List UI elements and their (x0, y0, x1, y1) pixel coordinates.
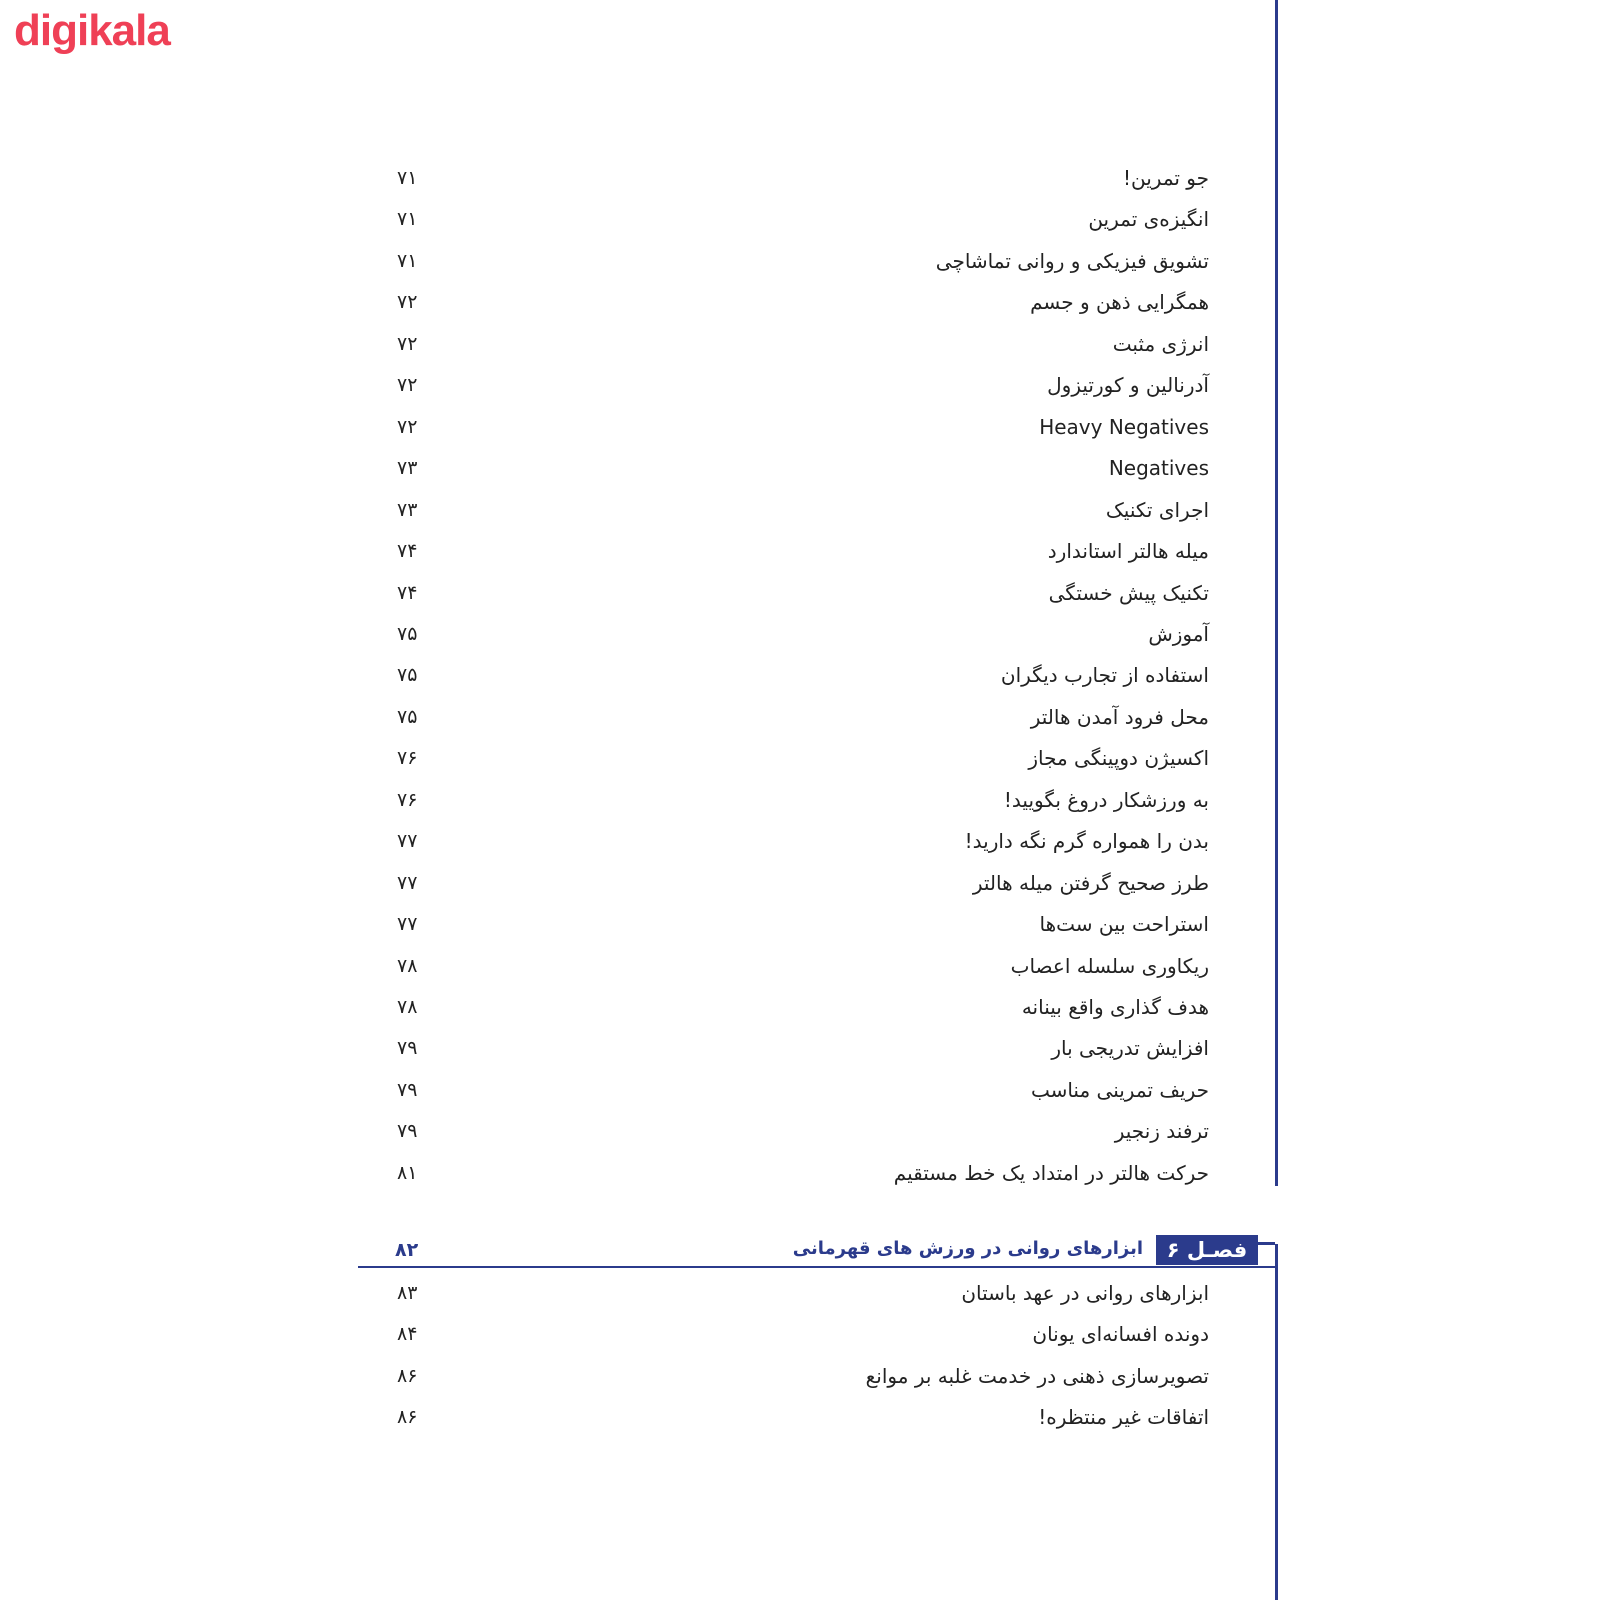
toc-entry (397, 1073, 1209, 1107)
toc-page-number: ۷۹ (397, 1120, 418, 1143)
toc-entry (397, 741, 1209, 775)
toc-entry (397, 1359, 1209, 1393)
toc-entry-title: ابزارهای روانی در عهد باستان (961, 1281, 1209, 1305)
toc-entry-title: حرکت هالتر در امتداد یک خط مستقیم (893, 1160, 1209, 1185)
toc-entry-title: میله هالتر استاندارد (1047, 539, 1209, 564)
toc-page-number: ۷۲ (397, 415, 418, 438)
toc-entry-title: حریف تمرینی مناسب (1030, 1077, 1209, 1102)
toc-page-number: ۷۷ (397, 830, 418, 853)
toc-entry (397, 368, 1209, 402)
toc-entry (397, 1276, 1209, 1310)
chapter-page-number: ۸۲ (395, 1239, 419, 1261)
toc-entry (397, 824, 1209, 858)
toc-entry (397, 700, 1209, 734)
chapter-divider (358, 1266, 1278, 1268)
toc-page-number: ۷۹ (397, 1078, 418, 1101)
toc-entry-title: افزایش تدریجی بار (1051, 1036, 1209, 1061)
toc-page-number: ۷۶ (397, 788, 418, 811)
toc-page-number: ۷۸ (397, 996, 418, 1018)
toc-entry-title: Heavy Negatives (1039, 414, 1209, 439)
toc-entry-title: تکنیک پیش خستگی (1048, 580, 1209, 605)
toc-page-number: ۸۱ (397, 1161, 418, 1184)
toc-entry-title: تصویرسازی ذهنی در خدمت غلبه بر موانع (865, 1363, 1209, 1388)
toc-entry (397, 1114, 1209, 1148)
toc-page-number: ۷۳ (397, 457, 418, 480)
toc-entry (397, 866, 1209, 900)
toc-entry (397, 410, 1209, 444)
toc-page-number: ۷۷ (397, 871, 418, 894)
toc-entry-title: تشویق فیزیکی و روانی تماشاچی (935, 248, 1209, 273)
toc-entry-title: آدرنالین و کورتیزول (1047, 373, 1209, 398)
toc-entry (397, 285, 1209, 319)
toc-page-number: ۷۴ (397, 540, 418, 563)
toc-page-number: ۸۳ (397, 1282, 418, 1304)
toc-page-number: ۷۵ (397, 664, 418, 687)
toc-page-number: ۷۲ (397, 291, 418, 314)
toc-page-number: ۸۶ (397, 1364, 418, 1387)
toc-page-number: ۷۳ (397, 498, 418, 521)
toc-entry (397, 534, 1209, 568)
toc-entry (397, 451, 1209, 485)
toc-page-number: ۷۹ (397, 1037, 418, 1060)
toc-entry (397, 327, 1209, 361)
toc-entry-title: آموزش (1148, 621, 1209, 646)
toc-entry (397, 949, 1209, 983)
toc-entry-title: بدن را همواره گرم نگه دارید! (964, 829, 1209, 854)
toc-entry (397, 576, 1209, 610)
toc-page-number: ۷۱ (397, 249, 418, 272)
toc-entry (397, 1317, 1209, 1351)
toc-entry (397, 990, 1209, 1024)
toc-entry-title: هدف گذاری واقع بینانه (1021, 995, 1209, 1019)
toc-page-number: ۷۱ (397, 208, 418, 231)
chapter-badge: فصـل ۶ (1156, 1235, 1258, 1265)
toc-entry-title: طرز صحیح گرفتن میله هالتر (972, 870, 1209, 895)
toc-entry (397, 202, 1209, 236)
toc-entry (397, 783, 1209, 817)
toc-entry-title: همگرایی ذهن و جسم (1030, 290, 1209, 315)
toc-entry (397, 161, 1209, 195)
toc-entry-title: جو تمرین! (1122, 166, 1209, 190)
toc-page-number: ۷۵ (397, 622, 418, 645)
toc-entry-title: استفاده از تجارب دیگران (1000, 663, 1209, 688)
chapter-connector (1255, 1242, 1275, 1245)
toc-entry (397, 907, 1209, 941)
toc-page-number: ۷۷ (397, 913, 418, 936)
toc-entry (397, 617, 1209, 651)
toc-page-number: ۷۲ (397, 332, 418, 355)
toc-entry-title: ریکاوری سلسله اعصاب (1010, 953, 1209, 978)
toc-entry-title: انگیزه‌ی تمرین (1088, 207, 1209, 232)
toc-entry-title: دونده افسانه‌ای یونان (1032, 1322, 1209, 1347)
toc-page-number: ۷۸ (397, 954, 418, 977)
toc-entry (397, 1031, 1209, 1065)
toc-entry-title: انرژی مثبت (1112, 331, 1209, 356)
toc-entry-title: اکسیژن دوپینگی مجاز (1028, 746, 1209, 771)
toc-entry-title: اجرای تکنیک (1105, 497, 1209, 522)
toc-page-number: ۷۴ (397, 581, 418, 604)
toc-entry (397, 493, 1209, 527)
toc-entry (397, 1156, 1209, 1190)
toc-page-number: ۸۶ (397, 1406, 418, 1429)
toc-page-number: ۷۱ (397, 167, 418, 189)
toc-page-number: ۷۶ (397, 747, 418, 770)
toc-entry (397, 658, 1209, 692)
toc-entry-title: محل فرود آمدن هالتر (1030, 704, 1209, 729)
toc-entry (397, 1400, 1209, 1434)
toc-entry-title: ترفند زنجیر (1114, 1119, 1209, 1144)
chapter-title: ابزارهای روانی در ورزش های قهرمانی (792, 1238, 1143, 1259)
toc-entry-title: به ورزشکار دروغ بگویید! (1003, 787, 1209, 812)
brand-logo: digikala (14, 6, 170, 55)
toc-entry-title: Negatives (1108, 456, 1209, 481)
toc-entry-title: اتفاقات غیر منتظره! (1038, 1405, 1209, 1430)
toc-page-number: ۸۴ (397, 1323, 418, 1346)
toc-page-number: ۷۲ (397, 374, 418, 397)
toc-entry (397, 244, 1209, 278)
chapter-heading (358, 1232, 1278, 1268)
toc-page-number: ۷۵ (397, 705, 418, 728)
toc-entry-title: استراحت بین ست‌ها (1039, 912, 1209, 937)
